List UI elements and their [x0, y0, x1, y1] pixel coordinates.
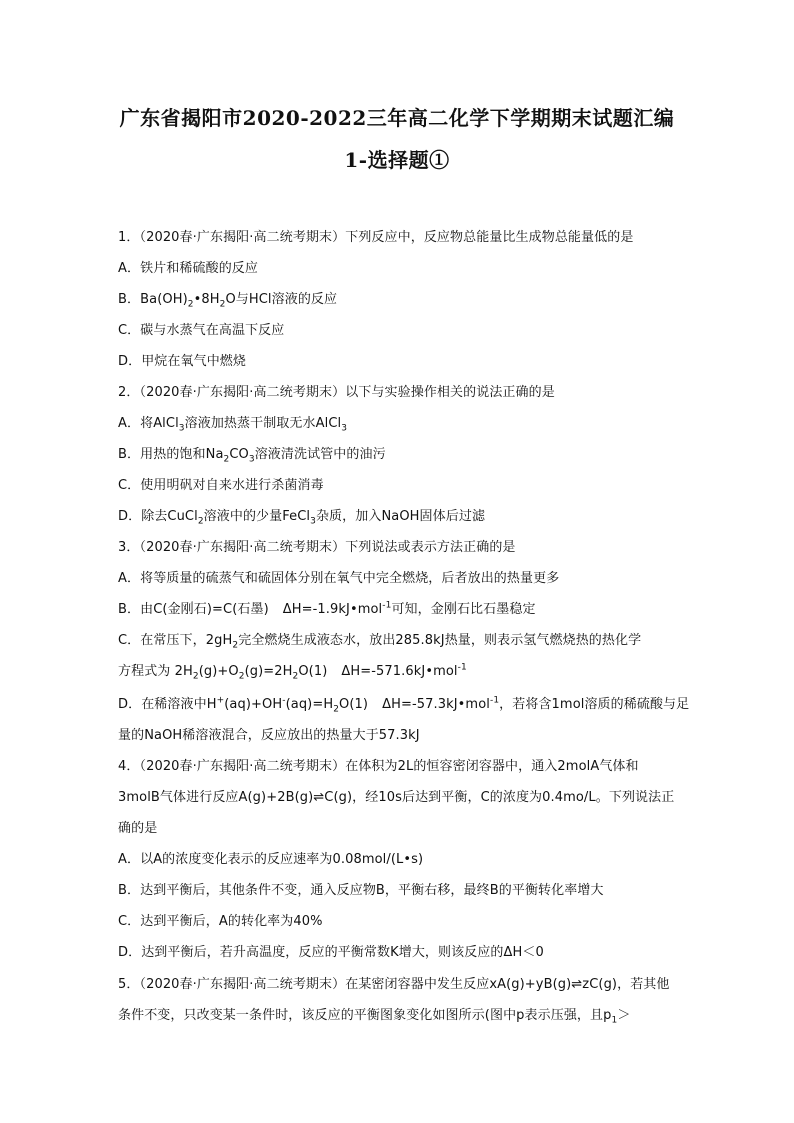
- q2-option-a: A．将AlCl$_3$溶液加热蒸干制取无水AlCl$_3$: [118, 416, 348, 434]
- q3-option-b: B．由C(金刚石)=C(石墨) ΔH=-1.9kJ•mol$^{-1}$可知，金刚石比石墨稳定: [118, 600, 536, 617]
- doc-title-line1: 广东省揭阳市2020-2022三年高二化学下学期期末试题汇编: [119, 106, 675, 130]
- q4-option-b: B．达到平衡后，其他条件不变，通入反应物B，平衡右移，最终B的平衡转化率增大: [118, 883, 604, 898]
- q5-stem-line1: 5．（2020春·广东揭阳·高二统考期末）在某密闭容器中发生反应xA(g)+yB(g)⇌zC(g)，若其他: [118, 977, 670, 992]
- q1-option-b: B．$Ba(OH)_2•8H_2O$与HCl溶液的反应: [118, 292, 338, 310]
- q4-option-c: C．达到平衡后，A的转化率为40%: [118, 914, 323, 929]
- q2-option-b: B．用热的饱和$Na_2CO_3$溶液清洗试管中的油污: [118, 447, 386, 465]
- q3-option-d-line1: D．在稀溶液中$H^+(aq)+OH^-(aq)=H_2O(1)$ ΔH=-57.3kJ•mol$^{-1}$，若将含1mol溶质的稀硫酸与足: [118, 695, 690, 715]
- q2-option-c: C．使用明矾对自来水进行杀菌消毒: [118, 478, 324, 493]
- q1-stem: 1．（2020春·广东揭阳·高二统考期末）下列反应中，反应物总能量比生成物总能量低的是: [118, 230, 634, 245]
- q3-option-d-line2: 量的NaOH稀溶液混合，反应放出的热量大于57.3kJ: [118, 728, 420, 743]
- q3-stem: 3．（2020春·广东揭阳·高二统考期末）下列说法或表示方法正确的是: [118, 540, 516, 555]
- q4-stem-line1: 4．（2020春·广东揭阳·高二统考期末）在体积为2L的恒容密闭容器中，通入2molA气体和: [118, 759, 639, 774]
- q3-option-a: A．将等质量的硫蒸气和硫固体分别在氧气中完全燃烧，后者放出的热量更多: [118, 571, 560, 586]
- q4-stem-line3: 确的是: [118, 821, 158, 836]
- q1-option-c: C．碳与水蒸气在高温下反应: [118, 323, 285, 338]
- q2-stem: 2．（2020春·广东揭阳·高二统考期末）以下与实验操作相关的说法正确的是: [118, 385, 555, 400]
- q2-option-d: D．除去CuCl$_2$溶液中的少量FeCl$_3$杂质，加入NaOH固体后过滤: [118, 509, 486, 527]
- q3-option-c-line2: 方程式为 $2H_2(g)+O_2(g)=2H_2O(1)$ ΔH=-571.6kJ•mol$^{-1}$: [118, 662, 467, 682]
- doc-title-line2: 1-选择题①: [344, 148, 450, 172]
- q4-option-a: A．以A的浓度变化表示的反应速率为0.08mol/(L•s): [118, 852, 424, 867]
- q4-stem-line2: 3molB气体进行反应A(g)+2B(g)⇌C(g)，经10s后达到平衡，C的浓度为0.4mo/L。下列说法正: [118, 790, 675, 805]
- q4-option-d: D．达到平衡后，若升高温度，反应的平衡常数K增大，则该反应的ΔH＜0: [118, 945, 544, 960]
- q1-option-d: D．甲烷在氧气中燃烧: [118, 354, 247, 369]
- q5-stem-line2: 条件不变，只改变某一条件时，该反应的平衡图象变化如图所示(图中p表示压强，且$p_1>$: [118, 1008, 631, 1026]
- q1-option-a: A．铁片和稀硫酸的反应: [118, 261, 258, 276]
- q3-option-c-line1: C．在常压下，$2gH_2$完全燃烧生成液态水，放出285.8kJ热量，则表示氢气燃烧热的热化学: [118, 633, 642, 651]
